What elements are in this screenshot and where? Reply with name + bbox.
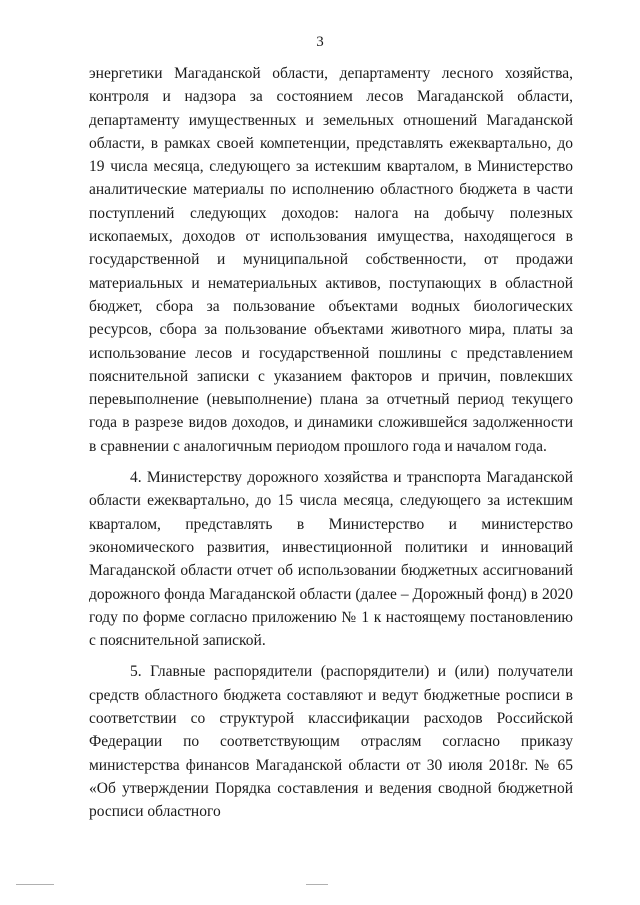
document-body: [89, 62, 573, 824]
scan-edge-mark: [16, 884, 54, 885]
scan-edge-mark: [306, 884, 328, 885]
paragraph-continuation: энергетики Магаданской области, департаменту лесного хозяйства, контроля и надзора за состоянием лесов Магаданской области, департаменту имущественных и земельных отношений Магаданской области, в рамках своей компетенции, представлять ежеквартально, до 19 числа месяца, следующего за истекшим кварталом, в Министерство аналитические материалы по исполнению областного бюджета в части поступлений следующих доходов: налога на добычу полезных ископаемых, доходов от использования имущества, находящегося в государственной и муниципальной собственности, от продажи материальных и нематериальных активов, поступающих в областной бюджет, сбора за пользование объектами водных биологических ресурсов, сбора за пользование объектами животного мира, платы за использование лесов и государственной пошлины с представлением пояснительной записки с указанием факторов и причин, повлекших перевыполнение (невыполнение) плана за отчетный период текущего года в разрезе видов доходов, и динамики сложившейся задолженности в сравнении с аналогичным периодом прошлого года и началом года.: [89, 65, 573, 455]
paragraph-item-5: 5. Главные распорядители (распорядители) и (или) получатели средств областного бюджета составляют и ведут бюджетные росписи в соответствии со структурой классификации расходов Российской Федерации по соответствующим отраслям согласно приказу министерства финансов Магаданской области от 30 июля 2018г. № 65 «Об утверждении Порядка составления и ведения сводной бюджетной росписи областного: [89, 663, 573, 821]
page-number: 3: [316, 34, 324, 50]
paragraph-item-4: 4. Министерству дорожного хозяйства и транспорта Магаданской области ежеквартально, до 15 числа месяца, следующего за истекшим кварталом, представлять в Министерство и министерство экономического развития, инвестиционной политики и инноваций Магаданской области отчет об использовании бюджетных ассигнований дорожного фонда Магаданской области (далее – Дорожный фонд) в 2020 году по форме согласно приложению № 1 к настоящему постановлению с пояснительной запиской.: [89, 469, 573, 650]
